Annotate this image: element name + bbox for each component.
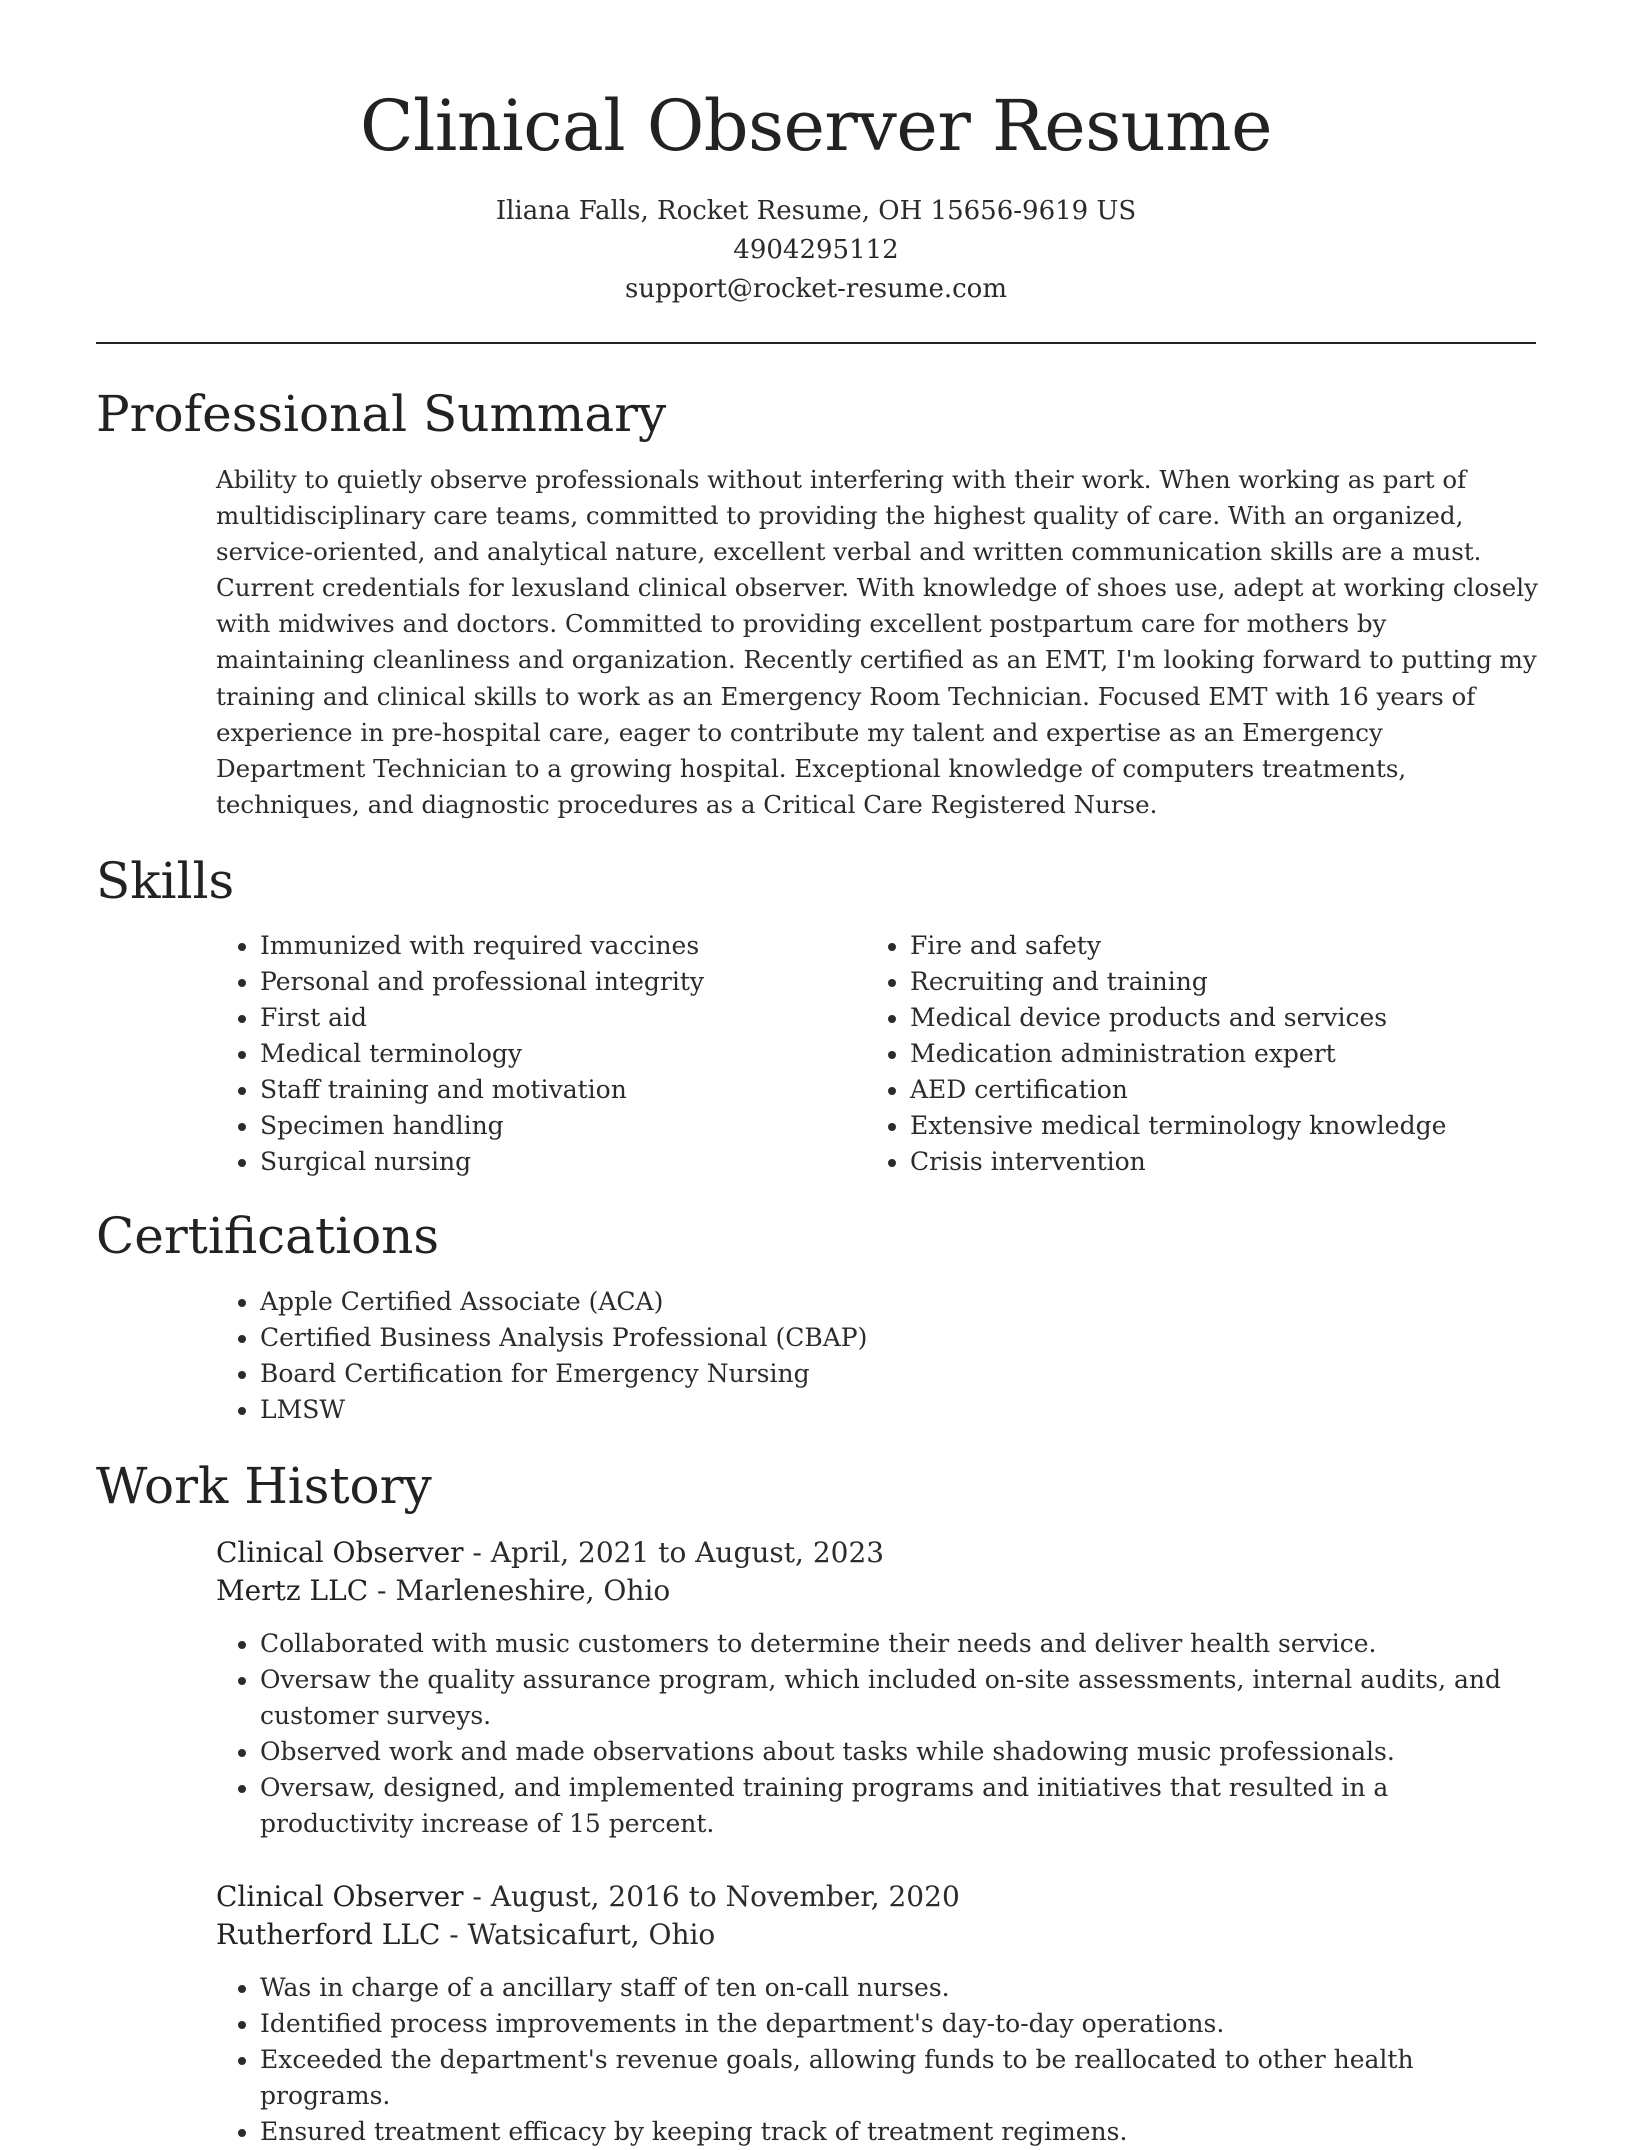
- job-duty-item: • Identified process improvements in the department's day-to-day operations.: [260, 2006, 1546, 2042]
- job-duty-item: • Oversaw the quality assurance program, which included on-site assessments, internal audits, and customer surveys.: [260, 1662, 1546, 1734]
- skills-list-right: [866, 928, 1566, 1180]
- job-duty-item: • Exceeded the department's revenue goals, allowing funds to be reallocated to other health programs.: [260, 2042, 1546, 2114]
- skill-item: • AED certification: [910, 1072, 1566, 1108]
- skill-item: • Personal and professional integrity: [260, 964, 856, 1000]
- job-duty-item: • Collaborated with music customers to determine their needs and deliver health service.: [260, 1626, 1546, 1662]
- certification-item: • Board Certification for Emergency Nursing: [260, 1356, 1536, 1392]
- job-entry: [216, 1534, 1546, 1842]
- certification-item: • LMSW: [260, 1392, 1536, 1428]
- job-duty-item: • Oversaw, designed, and implemented training programs and initiatives that resulted in a productivity increase of 15 percent.: [260, 1770, 1546, 1842]
- contact-email: support@rocket-resume.com: [624, 274, 1007, 304]
- job-entry: [216, 1878, 1546, 2150]
- skills-list-left: [216, 928, 856, 1180]
- skills-column-left: [216, 928, 856, 1180]
- skill-item: • Recruiting and training: [910, 964, 1566, 1000]
- job-duties-list: [216, 1970, 1546, 2150]
- job-location: - Watsicafurt, Ohio: [440, 1918, 716, 1951]
- work-history-heading: Work History: [96, 1457, 432, 1515]
- job-title: Clinical Observer: [216, 1536, 464, 1569]
- job-company: Mertz LLC: [216, 1574, 369, 1607]
- job-dates: - August, 2016 to November, 2020: [463, 1880, 960, 1913]
- job-company: Rutherford LLC: [216, 1918, 441, 1951]
- summary-text: Ability to quietly observe professionals without interfering with their work. When working as part of multidisciplinary care teams, committed to providing the highest quality of care. With an organized, service-oriented, and analytical nature, excellent verbal and written communication skills are a must. Current credentials for lexusland clinical observer. With knowledge of shoes use, adept at working closely with midwives and doctors. Committed to providing excellent postpartum care for mothers by maintaining cleanliness and organization. Recently certified as an EMT, I'm looking forward to putting my training and clinical skills to work as an Emergency Room Technician. Focused EMT with 16 years of experience in pre-hospital care, eager to contribute my talent and expertise as an Emergency Department Technician to a growing hospital. Exceptional knowledge of computers treatments, techniques, and diagnostic procedures as a Critical Care Registered Nurse.: [216, 465, 1538, 819]
- skill-item: • Staff training and motivation: [260, 1072, 856, 1108]
- job-title: Clinical Observer: [216, 1880, 464, 1913]
- skill-item: • First aid: [260, 1000, 856, 1036]
- job-duty-item: • Was in charge of a ancillary staff of ten on-call nurses.: [260, 1970, 1546, 2006]
- contact-address: Iliana Falls, Rocket Resume, OH 15656-9619 US: [495, 196, 1137, 226]
- skill-item: • Medical terminology: [260, 1036, 856, 1072]
- job-company-line: [216, 1916, 1546, 1954]
- job-title-line: [216, 1878, 1546, 1916]
- skill-item: • Surgical nursing: [260, 1144, 856, 1180]
- skill-item: • Fire and safety: [910, 928, 1566, 964]
- job-duty-item: • Ensured treatment efficacy by keeping track of treatment regimens.: [260, 2114, 1546, 2150]
- job-dates: - April, 2021 to August, 2023: [463, 1536, 885, 1569]
- skills-heading: Skills: [96, 852, 235, 910]
- skill-item: • Medical device products and services: [910, 1000, 1566, 1036]
- skill-item: • Crisis intervention: [910, 1144, 1566, 1180]
- resume-header: [0, 0, 1632, 309]
- job-duty-item: • Observed work and made observations about tasks while shadowing music professionals.: [260, 1734, 1546, 1770]
- skill-item: • Specimen handling: [260, 1108, 856, 1144]
- contact-block: [0, 192, 1632, 309]
- header-divider: [96, 342, 1536, 344]
- certifications-list: [216, 1284, 1536, 1428]
- skills-column-right: [866, 928, 1566, 1180]
- certification-item: • Apple Certified Associate (ACA): [260, 1284, 1536, 1320]
- contact-phone: 4904295112: [733, 235, 899, 265]
- job-location: - Marleneshire, Ohio: [368, 1574, 671, 1607]
- certifications-block: [216, 1284, 1536, 1428]
- certification-item: • Certified Business Analysis Professional (CBAP): [260, 1320, 1536, 1356]
- job-duties-list: [216, 1626, 1546, 1842]
- certifications-heading: Certifications: [96, 1207, 440, 1265]
- job-company-line: [216, 1572, 1546, 1610]
- skill-item: • Immunized with required vaccines: [260, 928, 856, 964]
- summary-heading: Professional Summary: [96, 385, 667, 443]
- job-title-line: [216, 1534, 1546, 1572]
- skill-item: • Medication administration expert: [910, 1036, 1566, 1072]
- skill-item: • Extensive medical terminology knowledge: [910, 1108, 1566, 1144]
- resume-title: Clinical Observer Resume: [359, 85, 1272, 167]
